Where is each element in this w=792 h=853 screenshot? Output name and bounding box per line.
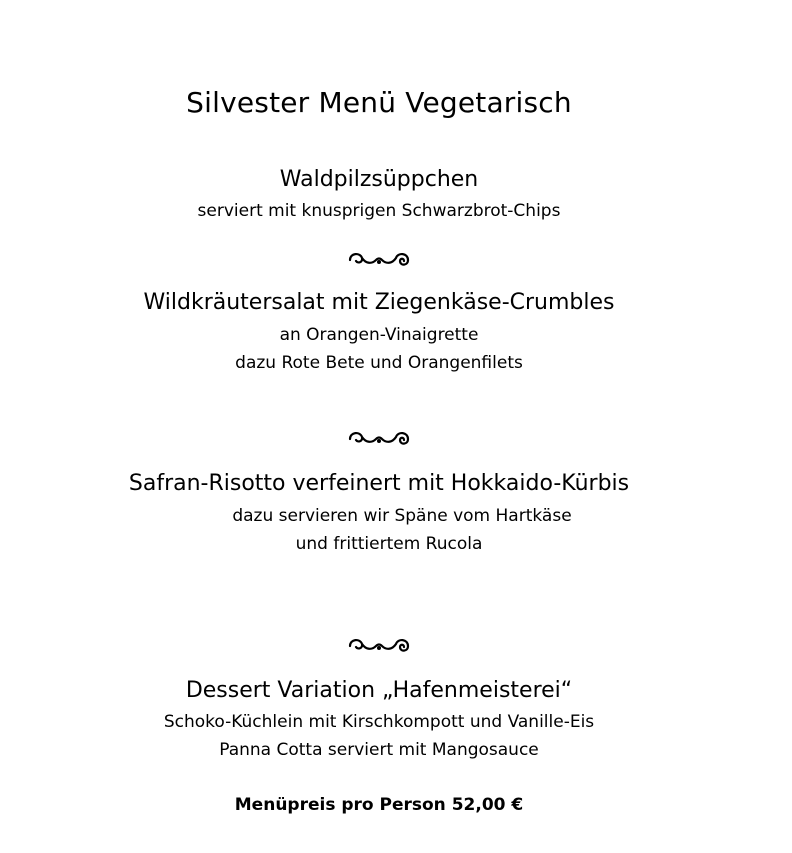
course-1-name: Waldpilzsüppchen — [279, 167, 479, 192]
fleuron-divider-icon — [346, 634, 412, 656]
fleuron-divider-icon — [346, 427, 412, 449]
course-4-desc-2: Panna Cotta serviert mit Mangosauce — [219, 740, 539, 760]
fleuron-divider-icon — [346, 248, 412, 270]
course-3-desc-2: und frittiertem Rucola — [295, 534, 483, 554]
course-3-desc-1: dazu servieren wir Späne vom Hartkäse — [232, 506, 572, 526]
course-3-name: Safran-Risotto verfeinert mit Hokkaido-Kürbis — [128, 471, 630, 496]
course-2-name: Wildkräutersalat mit Ziegenkäse-Crumbles — [143, 290, 615, 315]
course-4-name: Dessert Variation „Hafenmeisterei“ — [185, 678, 573, 703]
menu-title: Silvester Menü Vegetarisch — [186, 86, 572, 119]
menu-price: Menüpreis pro Person 52,00 € — [234, 795, 524, 815]
course-4-desc-1: Schoko-Küchlein mit Kirschkompott und Vanille-Eis — [163, 712, 595, 732]
course-2-desc-1: an Orangen-Vinaigrette — [279, 325, 479, 345]
course-1-desc-1: serviert mit knusprigen Schwarzbrot-Chips — [197, 201, 561, 221]
course-2-desc-2: dazu Rote Bete und Orangenfilets — [235, 353, 523, 373]
